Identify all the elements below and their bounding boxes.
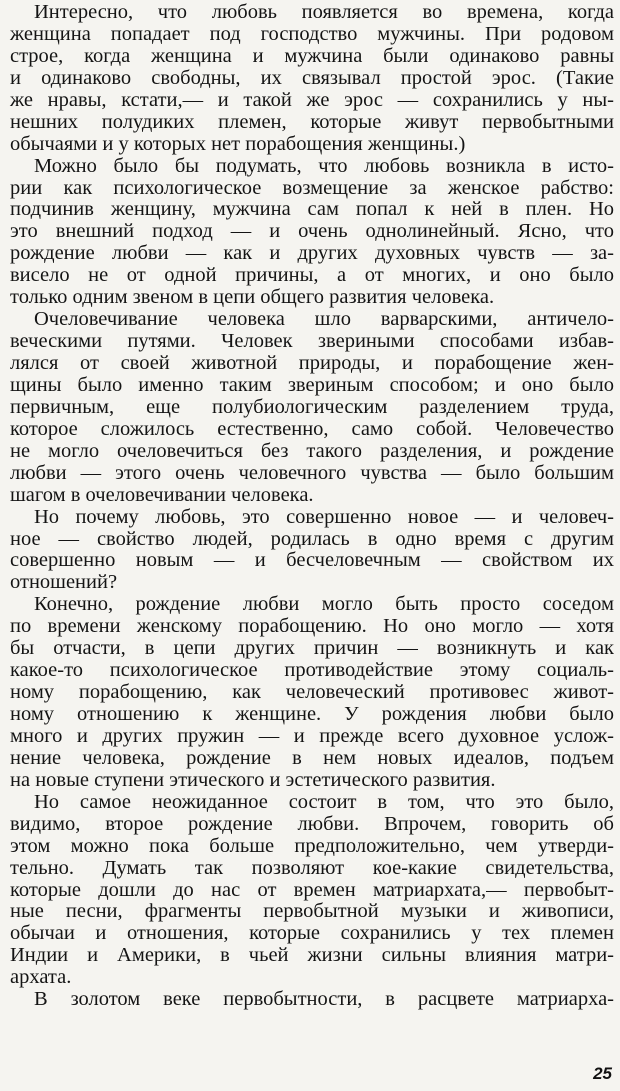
text-line: первичным, еще полубиологическим разделением труда, [10,395,614,418]
text-line: рождение любви — как и других духовных чувств — за- [10,242,614,265]
text-line: по времени женскому порабощению. Но оно могло — хотя [10,615,614,638]
text-line: только одним звеном в цепи общего развития человека. [10,286,495,309]
text-line: которое сложилось естественно, само собой. Человечество [10,417,614,440]
text-line: обычаи и отношения, которые сохранились у тех племен [10,922,614,945]
text-line: щины было именно таким звериным способом; и оно было [10,373,614,396]
text-line: ные песни, фрагменты первобытной музыки и живописи, [10,900,614,923]
text-line: рии как психологическое возмещение за женское рабство: [10,176,614,199]
text-line: В золотом веке первобытности, в расцвете матриарха- [34,988,614,1011]
text-line: Очеловечивание человека шло варварскими, античело- [34,308,614,331]
text-line: Индии и Америки, в чьей жизни сильны влияния матри- [10,944,614,967]
text-line: же нравы, кстати,— и такой же эрос — сохранились у ны- [10,88,614,111]
text-line: подчинив женщину, мужчина сам попал к ней в плен. Но [10,198,614,221]
text-line: лялся от своей животной природы, и порабощение жен- [10,352,614,374]
text-line: тельно. Думать так позволяют кое-какие свидетельства, [10,856,614,879]
text-line: нение человека, рождение в нем новых идеалов, подъем [10,746,614,769]
text-line: Но самое неожиданное состоит в том, что это было, [34,790,614,813]
text-line: веческими путями. Человек звериными способами избав- [10,330,614,353]
text-line: которые дошли до нас от времен матриархата,— первобыт- [10,878,614,901]
text-line: Конечно, рождение любви могло быть просто соседом [34,593,614,616]
text-line: и одинаково свободны, их связывал простой эрос. (Такие [10,66,614,89]
text-line: строе, когда женщина и мужчина были одинаково равны [10,44,614,67]
text-line: любви — этого очень человечного чувства — было большим [10,461,614,484]
text-line: на новые ступени этического и эстетического развития. [10,768,496,791]
text-line: Можно было бы подумать, что любовь возникла в исто- [34,154,614,177]
text-line: видимо, второе рождение любви. Впрочем, говорить об [10,812,614,835]
page-number: 25 [593,1064,612,1083]
text-line: архата. [10,966,72,989]
text-line: не могло очеловечиться без такого разделения, и рождение [10,439,614,462]
text-line: висело не от одной причины, а от многих, и оно было [10,264,614,287]
text-line: шагом в очеловечивании человека. [10,483,314,506]
text-line: ное — свойство людей, родилась в одно время с другим [10,527,614,550]
body-text [10,2,614,1011]
text-line: нешних полудиких племен, которые живут первобытными [10,110,614,133]
text-line: совершенно новым — и бесчеловечным — свойством их [10,549,614,572]
text-line: обычаями и у которых нет порабощения женщины.) [10,132,466,155]
text-line: какое-то психологическое противодействие этому социаль- [10,659,614,682]
text-line: этом можно пока больше предположительно, чем утверди- [10,834,614,857]
text-line: много и других пружин — и прежде всего духовное услож- [10,724,614,747]
text-line: бы отчасти, в цепи других причин — возникнуть и как [10,637,614,660]
text-line: отношений? [10,571,118,594]
text-line: ному отношению к женщине. У рождения любви было [10,703,614,725]
text-line: Интересно, что любовь появляется во времена, когда [34,1,614,23]
text-line: женщина попадает под господство мужчины. При родовом [10,22,614,45]
text-line: ному порабощению, как человеческий противовес живот- [10,681,614,704]
text-line: Но почему любовь, это совершенно новое — и человеч- [34,505,614,528]
text-line: это внешний подход — и очень однолинейный. Ясно, что [10,220,614,243]
